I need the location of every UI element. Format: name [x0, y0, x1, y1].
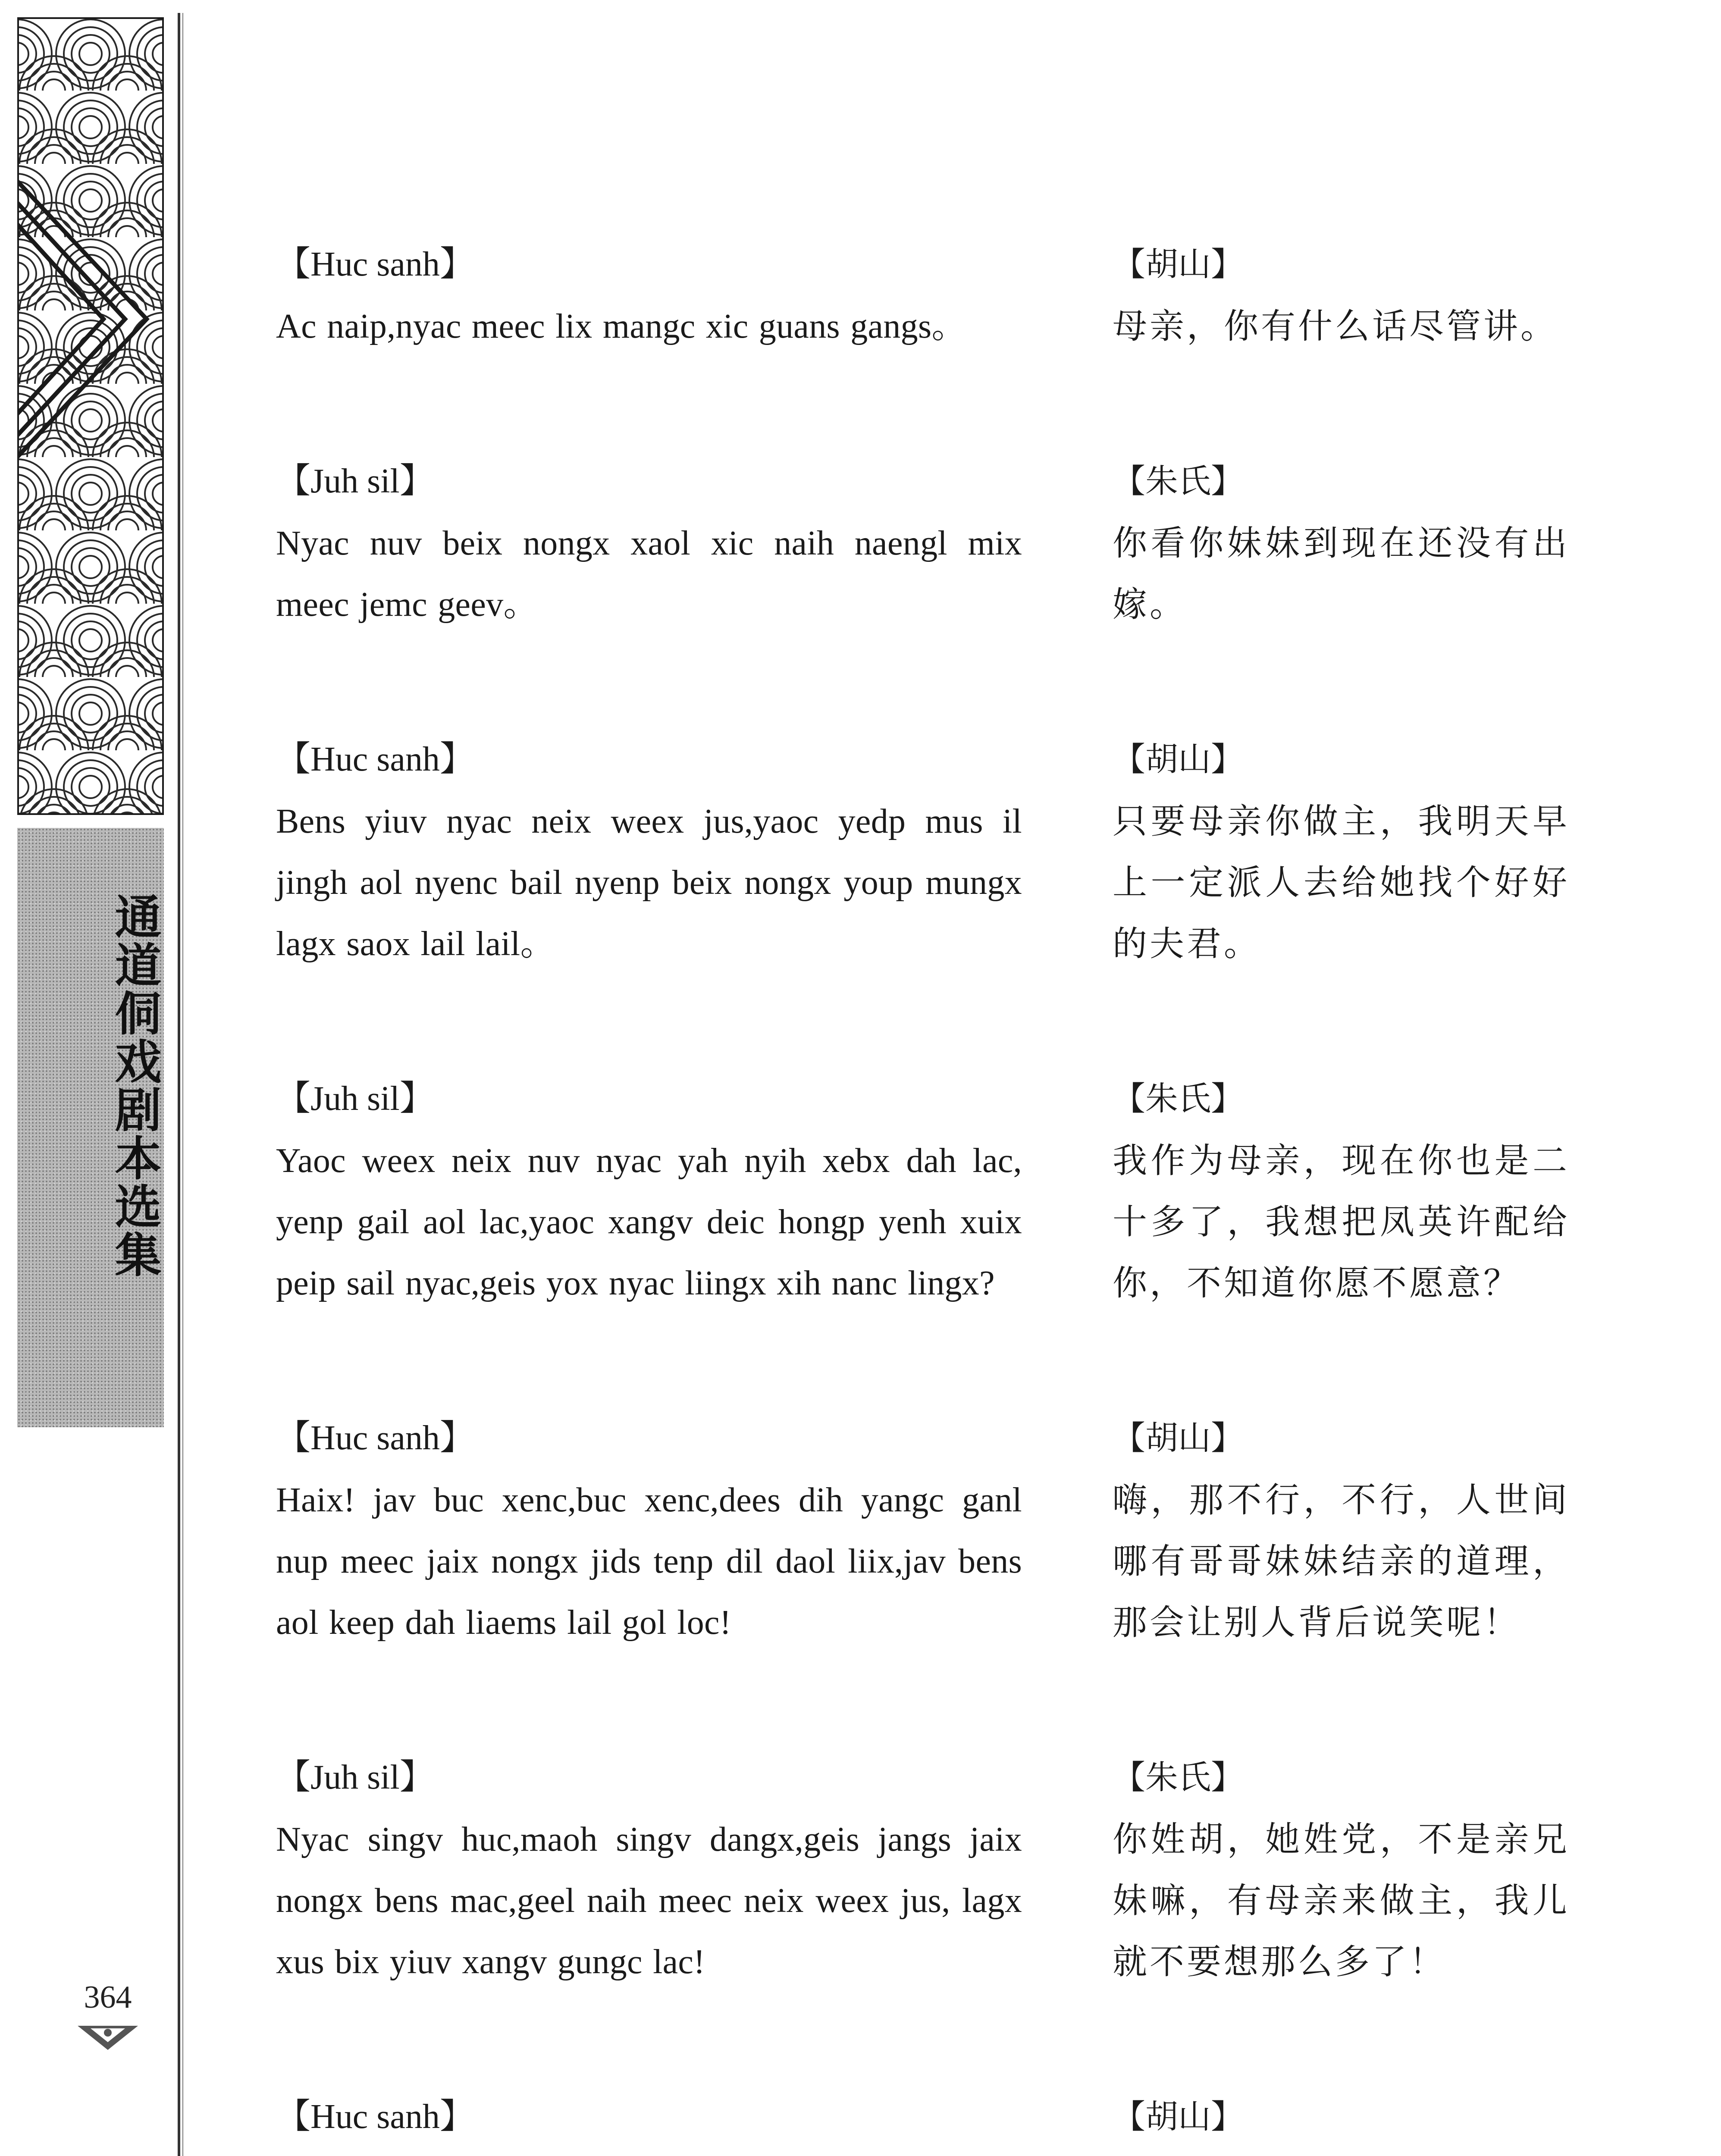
dialogue-block	[276, 450, 1570, 635]
dong-column	[276, 1407, 1022, 1653]
chinese-line: 我作为母亲，现在你也是二十多了，我想把凤英许配给你，不知道你愿不愿意？	[1113, 1141, 1570, 1303]
dong-column	[276, 2085, 1022, 2156]
book-title: 通道侗戏剧本选集	[107, 893, 161, 1279]
dialogue-block	[276, 1746, 1570, 1993]
page-number: 364	[84, 1980, 132, 2015]
chinese-column	[1113, 450, 1570, 635]
dialogue-block	[276, 728, 1570, 975]
dong-line: Nyac nuv beix nongx xaol xic naih naengl mix meec jemc geev。	[276, 524, 1022, 624]
chinese-column	[1113, 2085, 1570, 2156]
chinese-speaker: 【朱氏】	[1113, 462, 1244, 500]
chinese-column	[1113, 1746, 1570, 1993]
chinese-column	[1113, 1067, 1570, 1314]
dialogue-content	[276, 233, 1570, 2156]
chinese-line: 你看你妹妹到现在还没有出嫁。	[1113, 523, 1570, 624]
chinese-line: 你姓胡，她姓党，不是亲兄妹嘛，有母亲来做主，我儿就不要想那么多了！	[1113, 1819, 1570, 1982]
dong-column	[276, 450, 1022, 635]
dong-speaker: 【Juh sil】	[276, 1080, 434, 1118]
chinese-speaker: 【朱氏】	[1113, 1758, 1244, 1796]
dong-speaker: 【Juh sil】	[276, 462, 434, 500]
cloud-pattern-ornament	[17, 17, 164, 815]
chinese-line: 只要母亲你做主，我明天早上一定派人去给她找个好好的夫君。	[1113, 801, 1570, 964]
dong-line: Yaoc weex neix nuv nyac yah nyih xebx dah lac, yenp gail aol lac,yaoc xangv deic hongp yenh xuix peip sail nyac,geis yox nyac liingx xih nanc lingx?	[276, 1142, 1022, 1302]
chinese-speaker: 【朱氏】	[1113, 1079, 1244, 1118]
side-decoration	[17, 17, 164, 1406]
chinese-column	[1113, 1407, 1570, 1653]
dong-line: Nyac singv huc,maoh singv dangx,geis jangs jaix nongx bens mac,geel naih meec neix weex jus, lagx xus bix yiuv xangv gungc lac!	[276, 1821, 1022, 1981]
dong-speaker: 【Huc sanh】	[276, 1419, 474, 1457]
dong-line: Bens yiuv nyac neix weex jus,yaoc yedp mus il jingh aol nyenc bail nyenp beix nongx youp mungx lagx saox lail lail。	[276, 802, 1022, 963]
dialogue-block	[276, 1407, 1570, 1653]
dong-line	[276, 2148, 1022, 2156]
dong-speaker: 【Huc sanh】	[276, 740, 474, 778]
chinese-speaker: 【胡山】	[1113, 740, 1244, 778]
dong-column	[276, 233, 1022, 357]
dong-column	[276, 728, 1022, 975]
chinese-column	[1113, 233, 1570, 357]
dong-speaker: 【Huc sanh】	[276, 2098, 474, 2136]
dong-speaker: 【Huc sanh】	[276, 245, 474, 283]
dong-speaker: 【Juh sil】	[276, 1758, 434, 1796]
chinese-speaker: 【胡山】	[1113, 245, 1244, 283]
chinese-speaker: 【胡山】	[1113, 2097, 1244, 2136]
dong-line: Ac naip,nyac meec lix mangc xic guans gangs。	[276, 307, 966, 345]
dialogue-block	[276, 1067, 1570, 1314]
dong-column	[276, 1746, 1022, 1993]
dong-line: Haix! jav buc xenc,buc xenc,dees dih yangc ganl nup meec jaix nongx jids tenp dil daol liix,jav bens aol keep dah liaems lail gol loc!	[276, 1481, 1022, 1642]
dong-column	[276, 1067, 1022, 1314]
chinese-line: 母亲，你有什么话尽管讲。	[1113, 306, 1558, 346]
page-number-ornament	[75, 2022, 140, 2053]
spine-rule	[178, 13, 180, 2156]
chinese-speaker: 【胡山】	[1113, 1419, 1244, 1457]
dialogue-block	[276, 2085, 1570, 2156]
chinese-line	[1113, 2148, 1570, 2156]
chinese-column	[1113, 728, 1570, 975]
chinese-line: 嗨，那不行，不行，人世间哪有哥哥妹妹结亲的道理，那会让别人背后说笑呢！	[1113, 1480, 1570, 1642]
dialogue-block	[276, 233, 1570, 357]
spine-rule-thin	[182, 13, 183, 2156]
book-title-panel	[17, 828, 164, 1427]
